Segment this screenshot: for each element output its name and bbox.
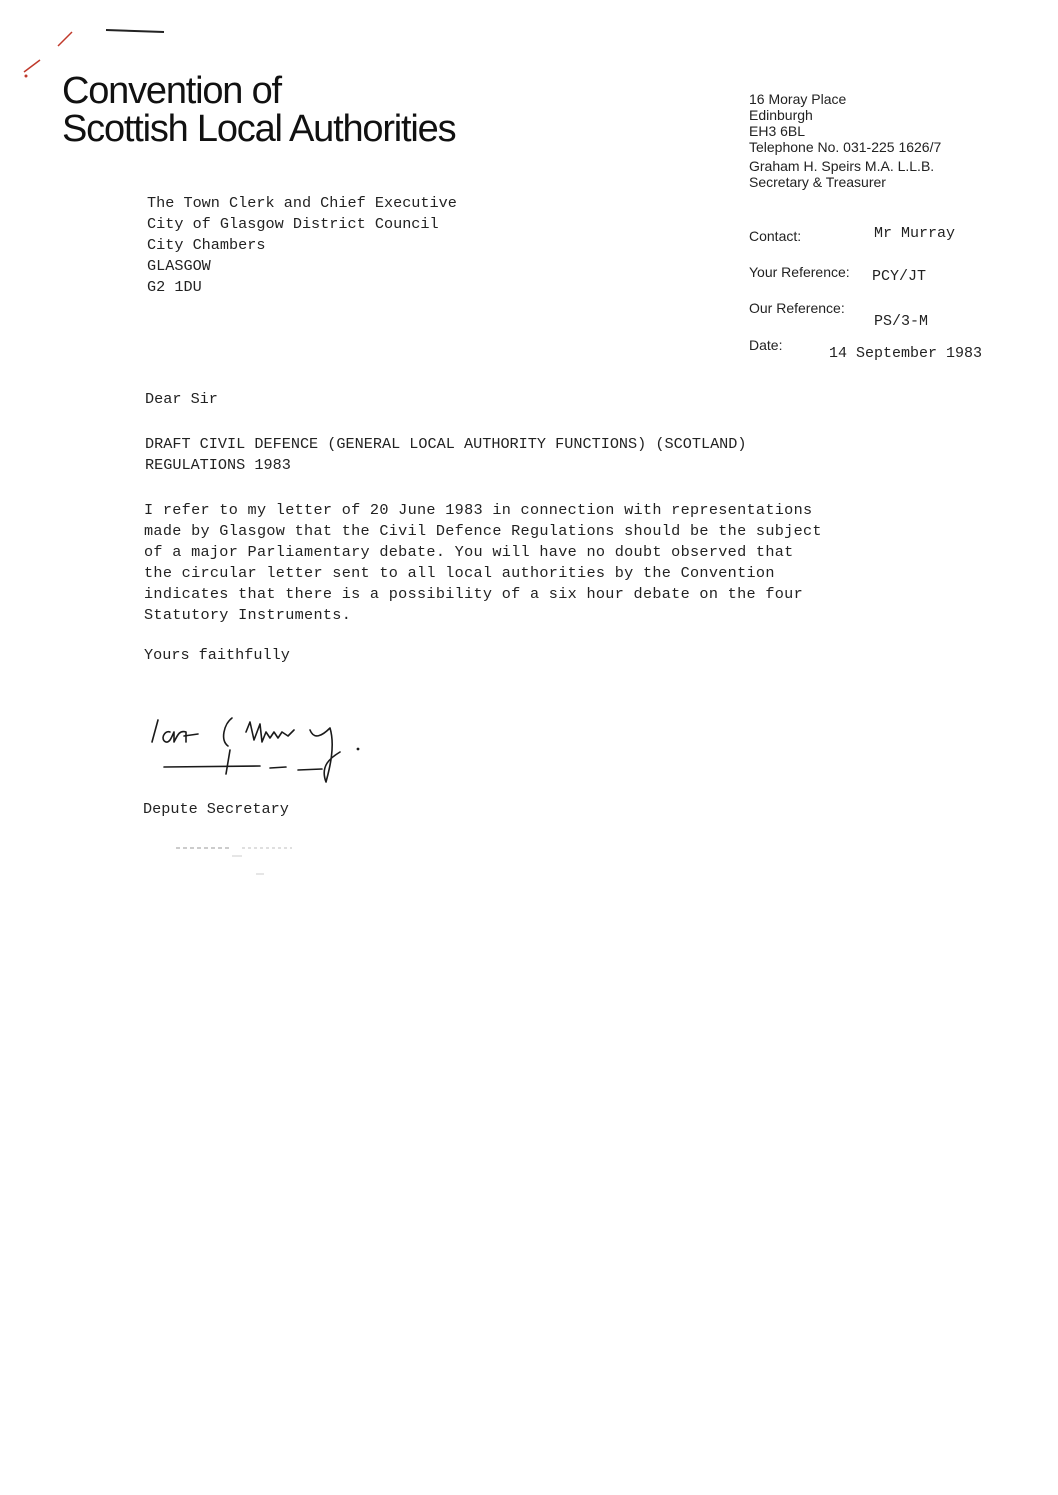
- sender-address-block: [749, 91, 941, 190]
- recipient-line4: GLASGOW: [147, 257, 211, 275]
- salutation: Dear Sir: [145, 390, 218, 408]
- scan-smudge: [172, 842, 302, 882]
- recipient-line1: The Town Clerk and Chief Executive: [147, 194, 457, 212]
- secretary-title: Secretary & Treasurer: [749, 174, 886, 190]
- body-line: the circular letter sent to all local authorities by the Convention: [144, 564, 775, 582]
- recipient-line3: City Chambers: [147, 236, 266, 254]
- body-line: I refer to my letter of 20 June 1983 in connection with representations: [144, 501, 813, 519]
- our-reference-label: Our Reference:: [749, 300, 845, 316]
- recipient-line5: G2 1DU: [147, 278, 202, 296]
- recipient-address: [147, 193, 457, 298]
- date-value: 14 September 1983: [829, 345, 983, 362]
- body-line: indicates that there is a possibility of a six hour debate on the four: [144, 585, 803, 603]
- sender-address-line1: 16 Moray Place: [749, 91, 847, 107]
- sender-postcode: EH3 6BL: [749, 123, 806, 139]
- top-dash-mark: [104, 26, 168, 36]
- sender-address-line2: Edinburgh: [749, 107, 813, 123]
- body-line: made by Glasgow that the Civil Defence Regulations should be the subject: [144, 522, 822, 540]
- your-reference-label: Your Reference:: [749, 264, 850, 280]
- closing: Yours faithfully: [144, 646, 290, 664]
- subject-line2: REGULATIONS 1983: [145, 456, 291, 474]
- date-label: Date:: [749, 337, 783, 353]
- signatory-title: Depute Secretary: [143, 800, 289, 818]
- letter-body: [144, 500, 934, 626]
- organisation-name: [62, 72, 455, 148]
- organisation-name-line1: Convention of: [62, 70, 281, 112]
- body-line: of a major Parliamentary debate. You will have no doubt observed that: [144, 543, 794, 561]
- handwritten-signature: [150, 712, 380, 792]
- organisation-name-line2: Scottish Local Authorities: [62, 108, 456, 150]
- sender-telephone: Telephone No. 031-225 1626/7: [749, 139, 942, 155]
- subject-line1: DRAFT CIVIL DEFENCE (GENERAL LOCAL AUTHORITY FUNCTIONS) (SCOTLAND): [145, 435, 747, 453]
- our-reference-value: PS/3-M: [874, 313, 929, 330]
- body-line: Statutory Instruments.: [144, 606, 352, 624]
- secretary-name: Graham H. Speirs M.A. L.L.B.: [749, 158, 935, 174]
- contact-value: Mr Murray: [874, 225, 956, 242]
- recipient-line2: City of Glasgow District Council: [147, 215, 439, 233]
- your-reference-value: PCY/JT: [872, 268, 927, 285]
- subject-heading: [145, 434, 747, 476]
- contact-label: Contact:: [749, 228, 802, 244]
